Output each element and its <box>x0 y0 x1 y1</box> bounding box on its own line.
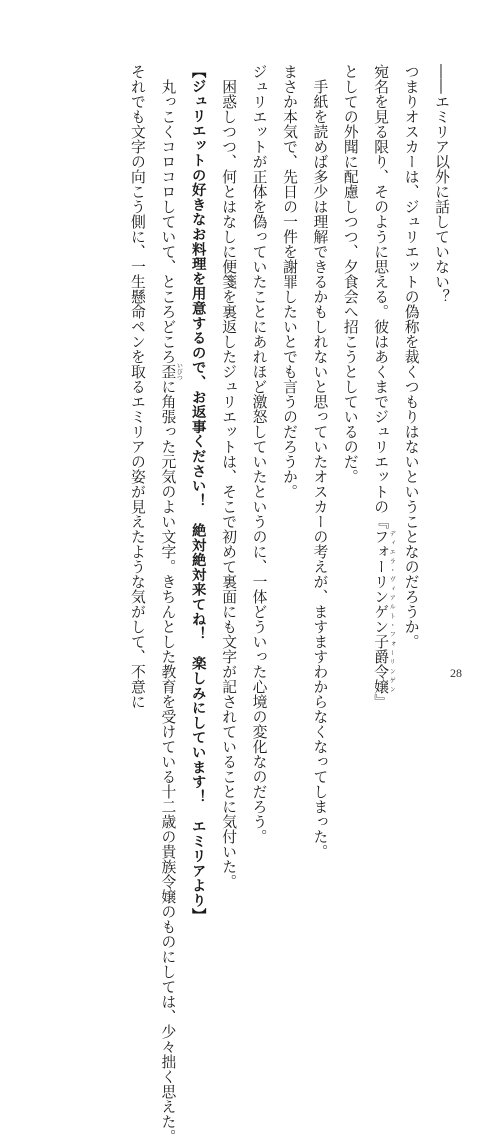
text-line <box>152 64 183 1144</box>
text-line: としての外聞に配慮しつつ、夕食会へ招こうとしているのだ。 <box>341 64 359 484</box>
text-line: つまりオスカーは、ジュリエットの偽称を裁くつもりはないということなのだろうか。 <box>402 64 420 649</box>
letter-postscript: 【ジュリエットの好きなお料理を用意するので、お返事ください！ 絶対絶対来てね！ 楽しみにしています！ エミリアより】 <box>189 64 206 923</box>
text-line: それでも文字の向こう側に、一生懸命ペンを取るエミリアの姿が見えたような気がして、不意に <box>128 64 146 709</box>
word-ruby: 歪 いびつ <box>159 362 183 381</box>
text-line-part: 丸っこくコロコロしていて、ところどころ歪 いびつに角張った元気のよい文字。きちんとした教育を受けている十二歳の貴族令嬢のものにしては、少々拙く思えた。 <box>159 79 183 1144</box>
ruby-reading: いびつ <box>175 362 183 381</box>
text-line <box>213 64 243 889</box>
text-line-part: 宛名を見る限り、そのように思える。彼はあくまでジュリエットの <box>372 64 390 514</box>
ruby-base: フォーリンゲン子爵令嬢 <box>372 529 390 694</box>
title-ruby <box>372 529 396 694</box>
text-line: ――エミリア以外に話していない？ <box>433 64 450 304</box>
text-line <box>304 64 334 859</box>
text-line: まさか本気で、先日の一件を謝罪したいとでも言うのだろうか。 <box>280 64 298 499</box>
text-line-part: 困惑しつつ、何とはなしに便箋を裏返したジュリエットは、そこで初めて裏面にも文字が記されていることに気付いた。 <box>220 79 238 889</box>
page-number: 28 <box>450 666 462 680</box>
text-line: ジュリエットが正体を偽っていたことにあれほど激怒していたというのに、一体どういった心境の変化なのだろう。 <box>250 64 268 844</box>
text-line-part: 手紙を読めば多少は理解できるかもしれないと思っていたオスカーの考えが、ますますわからなくなってしまった。 <box>311 79 329 859</box>
ruby-reading: ディエラ・ヴィアルト・フォーリンゲン <box>388 529 396 694</box>
text-line: 宛名を見る限り、そのように思える。彼はあくまでジュリエットの『フォーリンゲン子爵令嬢 ディエラ・ヴィアルト・フォーリンゲン』 <box>372 64 396 709</box>
